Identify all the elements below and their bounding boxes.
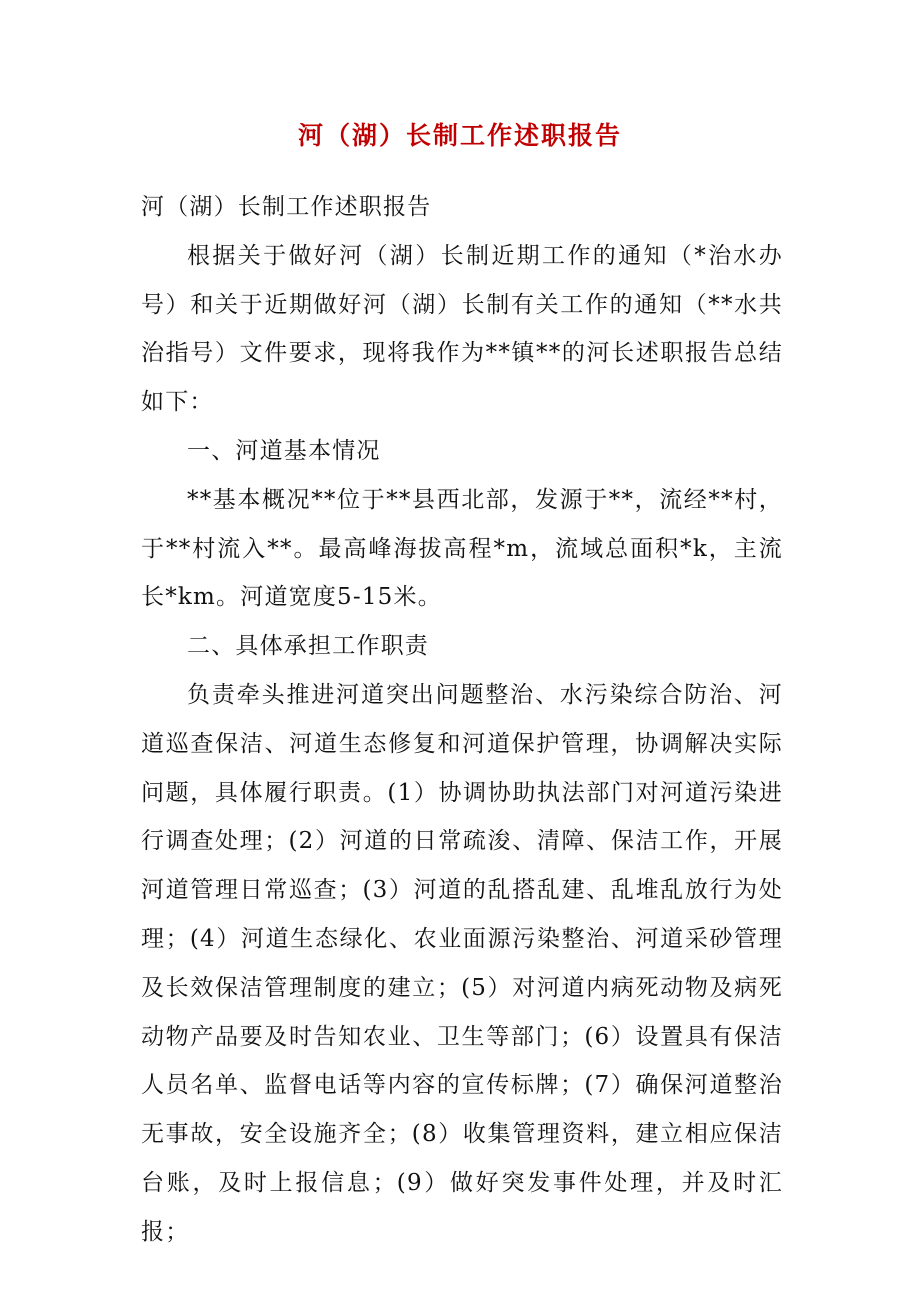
section-heading-duties: 二、具体承担工作职责: [187, 633, 429, 660]
paragraph-river-overview: **基本概况**位于**县西北部，发源于**，流经**村，于**村流入**。最高峰海拔高程*m，流域总面积*k，主流长*km。河道宽度5-15米。: [141, 486, 783, 611]
paragraph-duties: 负责牵头推进河道突出问题整治、水污染综合防治、河道巡查保洁、河道生态修复和河道保护管理，协调解决实际问题，具体履行职责。(1）协调协助执法部门对河道污染进行调查处理；(2）河道的日常疏浚、清障、保洁工作，开展河道管理日常巡查；(3）河道的乱搭乱建、乱堆乱放行为处理；(4）河道生态绿化、农业面源污染整治、河道采砂管理及长效保洁管理制度的建立；(5）对河道内病死动物及病死动物产品要及时告知农业、卫生等部门；(6）设置具有保洁人员名单、监督电话等内容的宣传标牌；(7）确保河道整治无事故，安全设施齐全；(8）收集管理资料，建立相应保洁台账，及时上报信息；(9）做好突发事件处理，并及时汇报；: [141, 681, 783, 1245]
document-title: 河（湖）长制工作述职报告: [297, 121, 622, 150]
section-heading-basic-info: 一、河道基本情况: [187, 437, 381, 464]
paragraph-intro: 根据关于做好河（湖）长制近期工作的通知（*治水办号）和关于近期做好河（湖）长制有关工作的通知（**水共治指号）文件要求，现将我作为**镇**的河长述职报告总结如下：: [141, 242, 783, 416]
document-body: [141, 183, 783, 1257]
paragraph-subtitle: 河（湖）长制工作述职报告: [141, 194, 432, 220]
